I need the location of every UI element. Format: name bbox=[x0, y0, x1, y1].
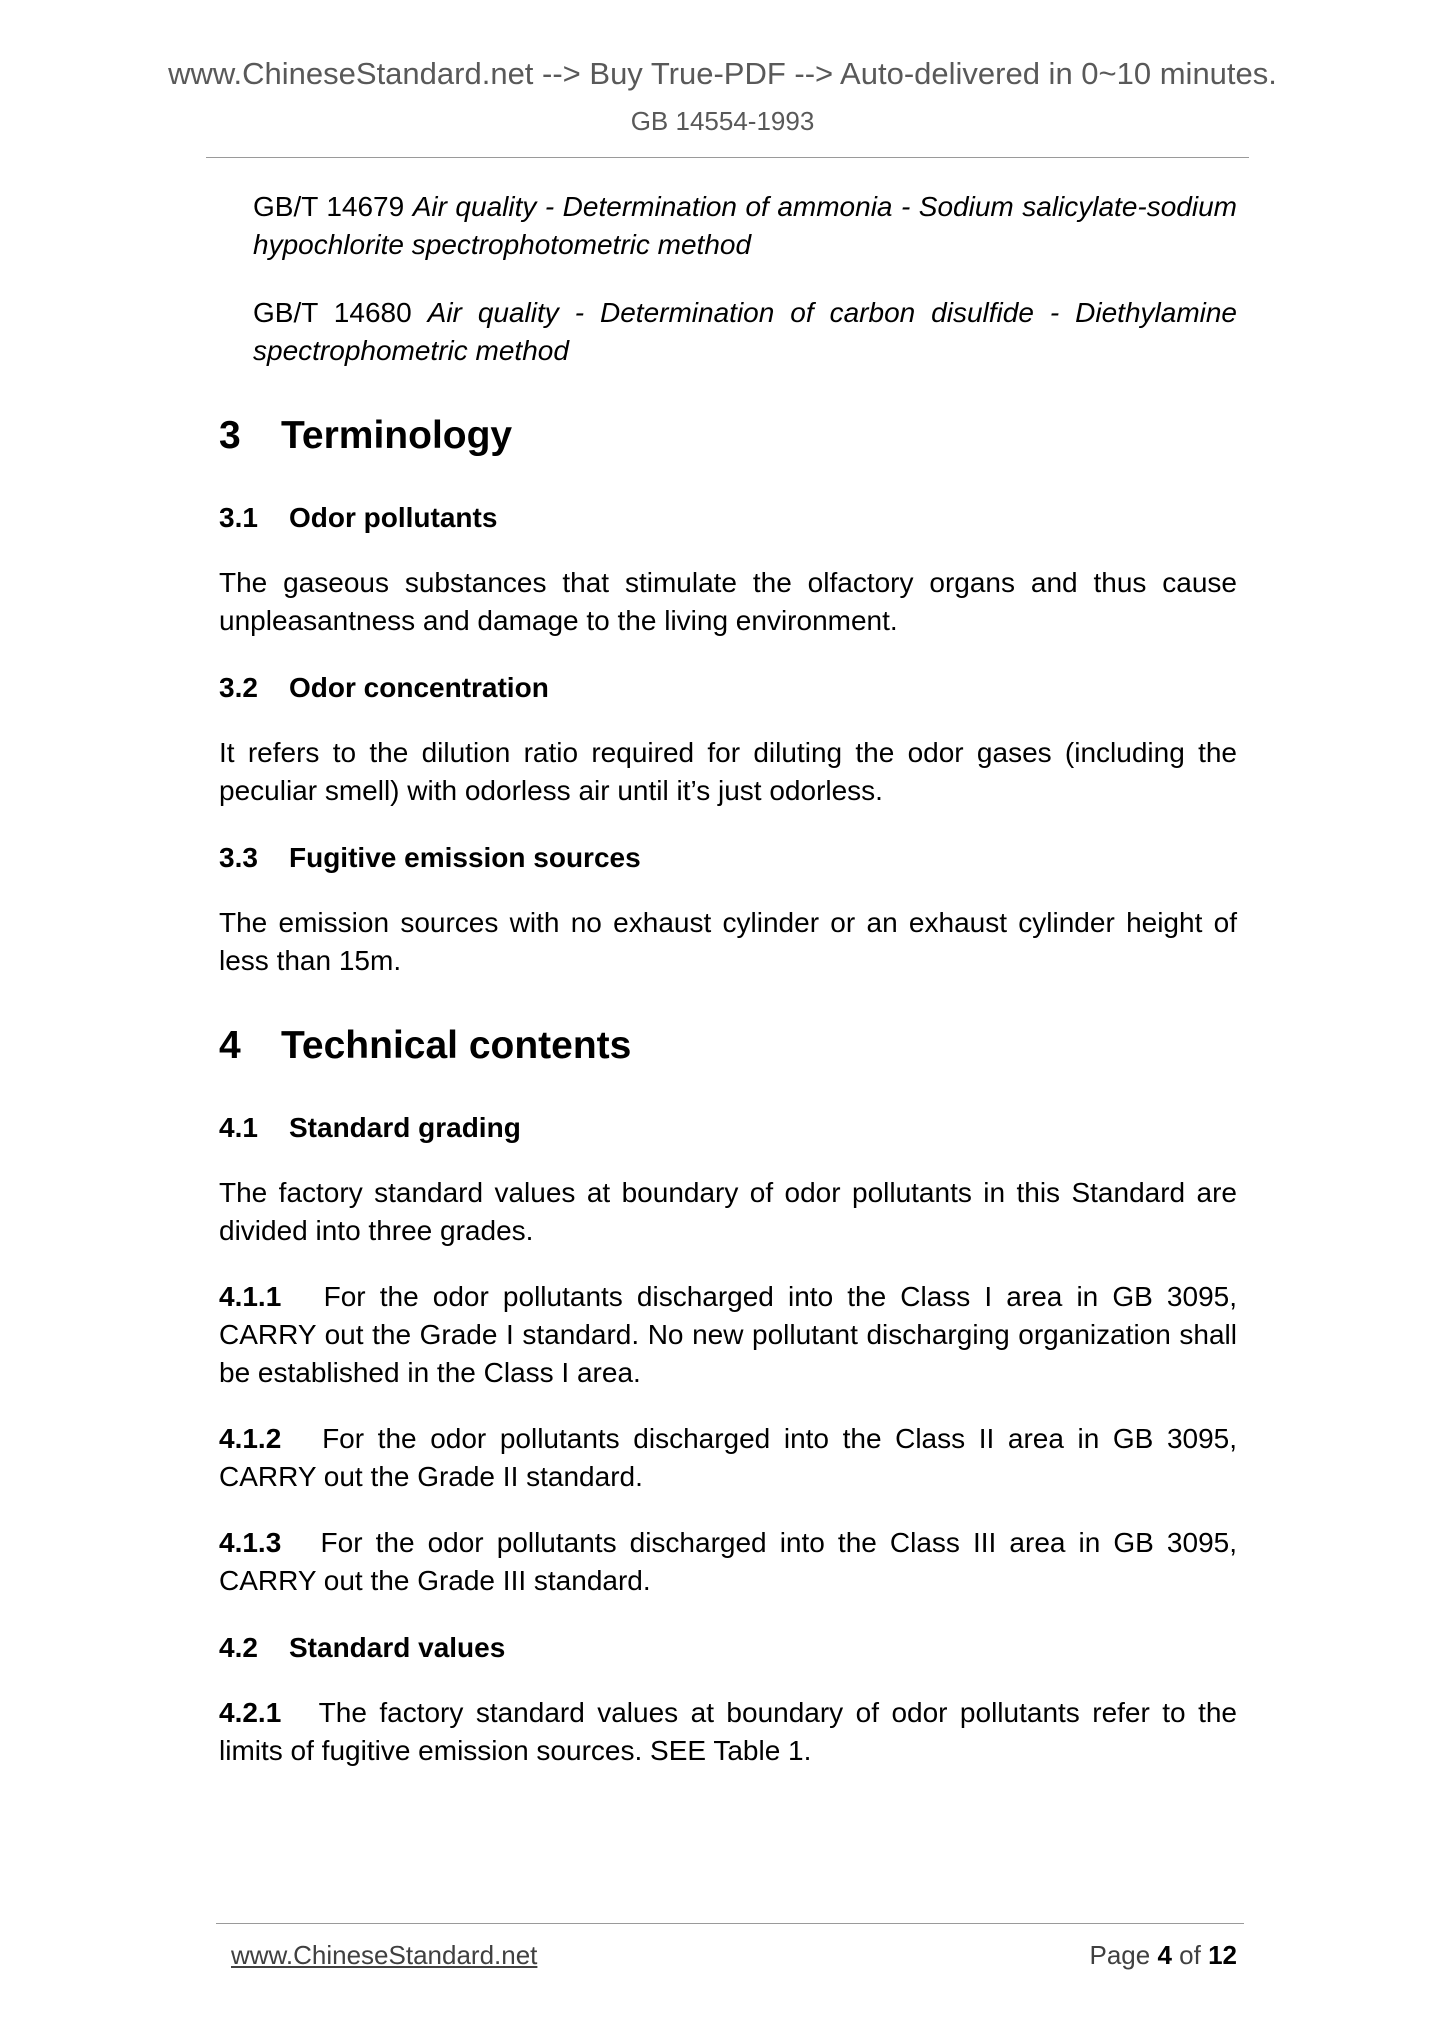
footer-page-number bbox=[1089, 1940, 1237, 1971]
header-doc-id: GB 14554-1993 bbox=[630, 106, 815, 136]
clause-4-1-2 bbox=[219, 1420, 1237, 1496]
subsection-title: Standard values bbox=[289, 1632, 506, 1663]
reference-title: Air quality - Determination of carbon disulfide - Diethylamine spectrophometric method bbox=[253, 297, 1238, 366]
subsection-heading-4-2 bbox=[219, 1632, 1237, 1664]
clause-4-1-3 bbox=[219, 1524, 1237, 1600]
header-banner: www.ChineseStandard.net --> Buy True-PDF --> Auto-delivered in 0~10 minutes. bbox=[168, 56, 1277, 91]
subsection-title: Odor concentration bbox=[289, 672, 549, 703]
subsection-title: Fugitive emission sources bbox=[289, 842, 641, 873]
reference-code: GB/T 14680 bbox=[253, 297, 412, 328]
section-number: 4 bbox=[219, 1024, 241, 1067]
clause-4-2-1 bbox=[219, 1694, 1237, 1770]
reference-item bbox=[253, 294, 1237, 370]
clause-text: For the odor pollutants discharged into the Class I area in GB 3095, CARRY out the Grade I standard. No new pollutant discharging organization shall be established in the Class I area. bbox=[219, 1281, 1237, 1388]
clause-text: For the odor pollutants discharged into the Class II area in GB 3095, CARRY out the Grade II standard. bbox=[219, 1423, 1238, 1492]
section-title: Terminology bbox=[281, 414, 513, 457]
clause-number: 4.1.3 bbox=[219, 1527, 282, 1558]
clause-text: The factory standard values at boundary of odor pollutants refer to the limits of fugitive emission sources. SEE Table 1. bbox=[219, 1697, 1237, 1766]
page-total: 12 bbox=[1208, 1940, 1237, 1970]
clause-number: 4.1.1 bbox=[219, 1281, 282, 1312]
clause-number: 4.2.1 bbox=[219, 1697, 282, 1728]
section-heading-4 bbox=[219, 1024, 1237, 1068]
footer-rule bbox=[216, 1923, 1244, 1924]
subsection-heading-4-1 bbox=[219, 1112, 1237, 1144]
page-current: 4 bbox=[1157, 1940, 1172, 1970]
paragraph: The gaseous substances that stimulate the olfactory organs and thus cause unpleasantness and damage to the living environment. bbox=[219, 567, 1237, 636]
clause-4-1-1 bbox=[219, 1278, 1237, 1392]
section-number: 3 bbox=[219, 414, 241, 457]
footer-site-link[interactable]: www.ChineseStandard.net bbox=[231, 1940, 538, 1970]
subsection-number: 3.3 bbox=[219, 842, 258, 873]
reference-code: GB/T 14679 bbox=[253, 191, 405, 222]
section-heading-3 bbox=[219, 414, 1237, 458]
reference-title: Air quality - Determination of ammonia - Sodium salicylate-sodium hypochlorite spectrophotometric method bbox=[253, 191, 1237, 260]
subsection-number: 4.2 bbox=[219, 1632, 258, 1663]
page-of: of bbox=[1179, 1940, 1201, 1970]
subsection-number: 3.2 bbox=[219, 672, 258, 703]
clause-text: For the odor pollutants discharged into the Class III area in GB 3095, CARRY out the Grade III standard. bbox=[219, 1527, 1237, 1596]
paragraph: The emission sources with no exhaust cylinder or an exhaust cylinder height of less than 15m. bbox=[219, 907, 1237, 976]
subsection-number: 3.1 bbox=[219, 502, 258, 533]
paragraph: It refers to the dilution ratio required for diluting the odor gases (including the peculiar smell) with odorless air until it’s just odorless. bbox=[219, 737, 1237, 806]
subsection-title: Standard grading bbox=[289, 1112, 521, 1143]
reference-item bbox=[253, 188, 1237, 264]
subsection-heading-3-3 bbox=[219, 842, 1237, 874]
clause-number: 4.1.2 bbox=[219, 1423, 282, 1454]
header-rule bbox=[206, 157, 1249, 158]
paragraph: The factory standard values at boundary of odor pollutants in this Standard are divided into three grades. bbox=[219, 1177, 1237, 1246]
subsection-heading-3-2 bbox=[219, 672, 1237, 704]
subsection-title: Odor pollutants bbox=[289, 502, 498, 533]
subsection-number: 4.1 bbox=[219, 1112, 258, 1143]
section-title: Technical contents bbox=[281, 1024, 632, 1067]
subsection-heading-3-1 bbox=[219, 502, 1237, 534]
page-prefix: Page bbox=[1089, 1940, 1151, 1970]
page-body bbox=[219, 188, 1237, 1770]
